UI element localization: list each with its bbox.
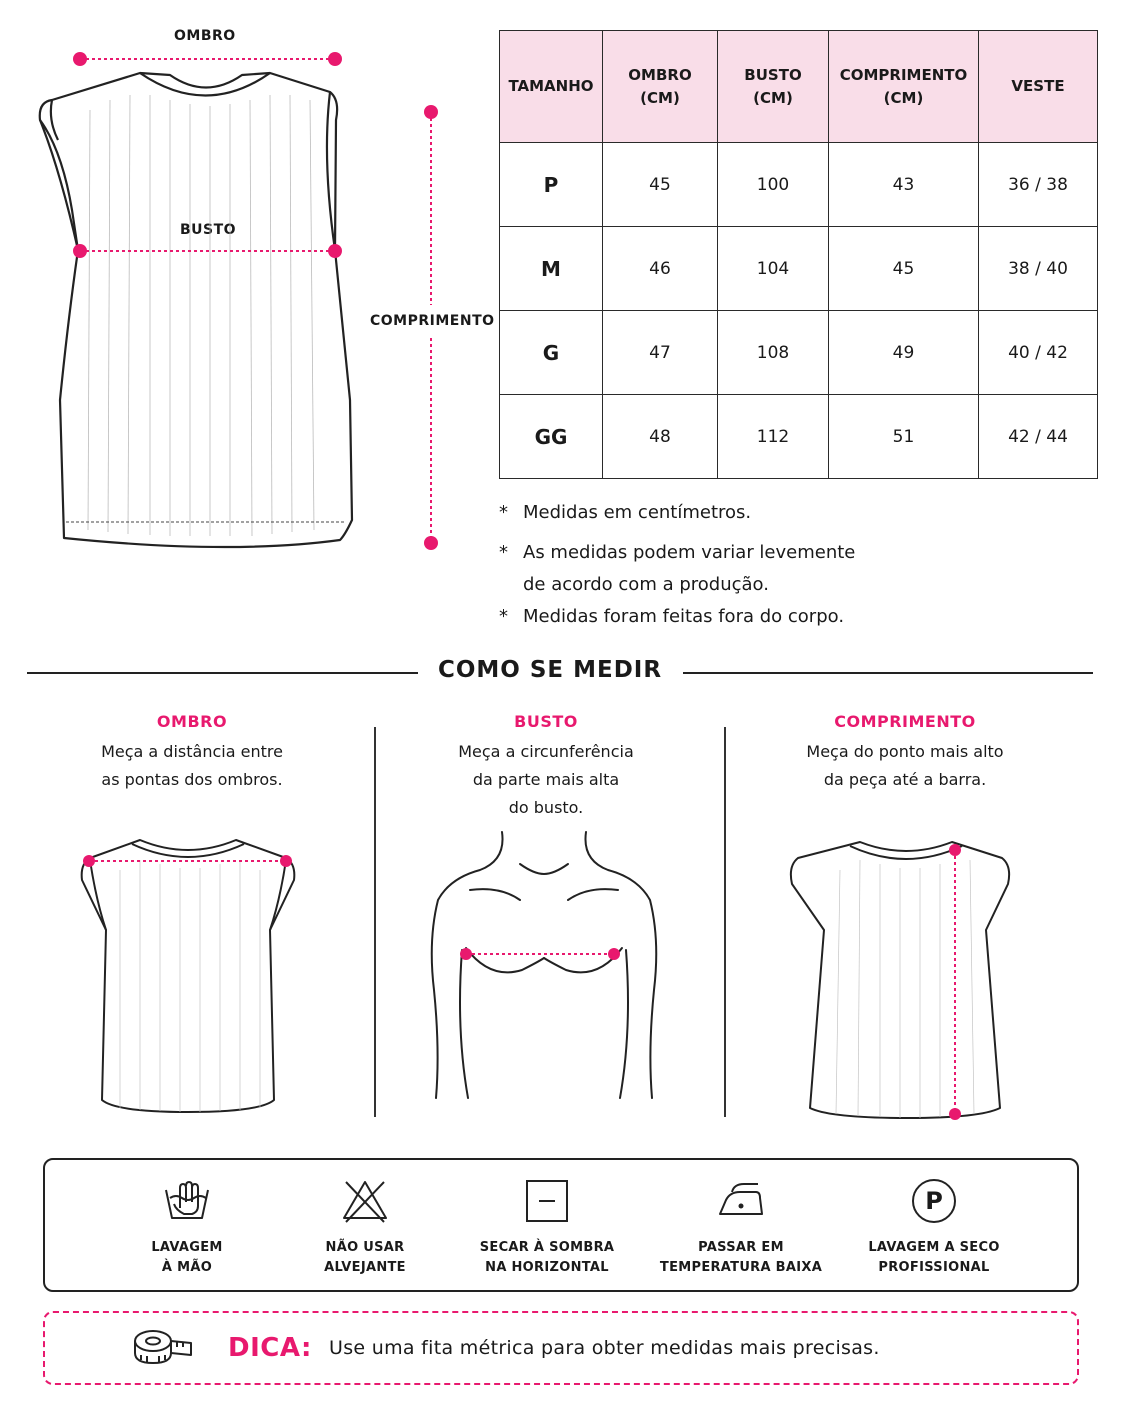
note-bullet: * bbox=[499, 502, 508, 523]
header-ombro: OMBRO (CM) bbox=[603, 31, 718, 143]
tshirt-outline bbox=[40, 73, 352, 547]
ombro-cell: 45 bbox=[603, 143, 718, 227]
veste-cell: 42 / 44 bbox=[979, 395, 1098, 479]
busto-start-dot bbox=[73, 244, 87, 258]
section-divider-right bbox=[683, 672, 1093, 674]
busto-cell: 112 bbox=[718, 395, 829, 479]
ombro-cell: 46 bbox=[603, 227, 718, 311]
header-comprimento: COMPRIMENTO (CM) bbox=[829, 31, 979, 143]
care-item-professional-dry-clean: P LAVAGEM A SECO PROFISSIONAL bbox=[834, 1160, 1034, 1290]
tshirt-rib-texture bbox=[88, 95, 314, 536]
size-cell: M bbox=[500, 227, 603, 311]
comprimento-cell: 45 bbox=[829, 227, 979, 311]
note-bullet: * bbox=[499, 606, 508, 627]
column-title-ombro: OMBRO bbox=[156, 712, 228, 731]
tip-box bbox=[43, 1311, 1079, 1385]
table-row bbox=[500, 227, 1098, 311]
section-title: COMO SE MEDIR bbox=[437, 657, 663, 683]
iron-low-icon bbox=[716, 1176, 766, 1226]
dry-clean-letter: P bbox=[925, 1187, 943, 1215]
size-table bbox=[499, 30, 1098, 479]
comprimento-cell: 43 bbox=[829, 143, 979, 227]
busto-end-dot bbox=[328, 244, 342, 258]
size-cell: P bbox=[500, 143, 603, 227]
care-item-no-bleach: NÃO USAR ALVEJANTE bbox=[265, 1160, 465, 1290]
note-bullet: * bbox=[499, 542, 508, 563]
note-item: * As medidas podem variar levemente de acordo com a produção. bbox=[499, 537, 899, 601]
ombro-label: OMBRO bbox=[174, 28, 236, 44]
comprimento-cell: 49 bbox=[829, 311, 979, 395]
table-row bbox=[500, 311, 1098, 395]
ombro-cell: 48 bbox=[603, 395, 718, 479]
tip-text: Use uma fita métrica para obter medidas mais precisas. bbox=[329, 1337, 880, 1359]
veste-cell: 40 / 42 bbox=[979, 311, 1098, 395]
ombro-start-dot bbox=[73, 52, 87, 66]
care-item-dry-flat-shade: SECAR À SOMBRA NA HORIZONTAL bbox=[447, 1160, 647, 1290]
header-busto: BUSTO (CM) bbox=[718, 31, 829, 143]
column-separator bbox=[724, 727, 726, 1117]
ombro-cell: 47 bbox=[603, 311, 718, 395]
ombro-illustration bbox=[60, 830, 320, 1120]
busto-illustration bbox=[410, 830, 680, 1105]
tshirt-measure-diagram bbox=[0, 0, 490, 570]
ombro-end-dot bbox=[328, 52, 342, 66]
note-item: * Medidas em centímetros. bbox=[499, 497, 899, 529]
busto-cell: 108 bbox=[718, 311, 829, 395]
column-desc-comprimento: Meça do ponto mais alto da peça até a barra. bbox=[806, 742, 1004, 789]
care-item-hand-wash: LAVAGEM À MÃO bbox=[87, 1160, 287, 1290]
size-cell: G bbox=[500, 311, 603, 395]
no-bleach-icon bbox=[340, 1176, 390, 1226]
comprimento-end-dot bbox=[424, 536, 438, 550]
comprimento-illustration bbox=[780, 830, 1040, 1120]
section-divider-left bbox=[27, 672, 418, 674]
column-title-busto: BUSTO bbox=[514, 712, 578, 731]
column-desc-ombro: Meça a distância entre as pontas dos ombros. bbox=[101, 742, 283, 789]
comprimento-start-dot bbox=[424, 105, 438, 119]
veste-cell: 38 / 40 bbox=[979, 227, 1098, 311]
column-title-comprimento: COMPRIMENTO bbox=[834, 712, 976, 731]
measurement-notes bbox=[499, 497, 899, 633]
comprimento-label: COMPRIMENTO bbox=[370, 313, 495, 329]
measuring-tape-icon bbox=[131, 1325, 195, 1371]
care-instructions bbox=[43, 1158, 1079, 1292]
busto-cell: 100 bbox=[718, 143, 829, 227]
busto-label: BUSTO bbox=[180, 222, 237, 238]
comprimento-cell: 51 bbox=[829, 395, 979, 479]
veste-cell: 36 / 38 bbox=[979, 143, 1098, 227]
table-row bbox=[500, 143, 1098, 227]
hand-wash-icon bbox=[162, 1176, 212, 1226]
care-item-iron-low: PASSAR EM TEMPERATURA BAIXA bbox=[641, 1160, 841, 1290]
table-row bbox=[500, 395, 1098, 479]
header-veste: VESTE bbox=[979, 31, 1098, 143]
note-item: * Medidas foram feitas fora do corpo. bbox=[499, 601, 899, 633]
header-tamanho: TAMANHO bbox=[500, 31, 603, 143]
size-table-header-row bbox=[500, 31, 1098, 143]
column-desc-busto: Meça a circunferência da parte mais alta do busto. bbox=[458, 742, 634, 817]
dry-flat-shade-icon bbox=[522, 1176, 572, 1226]
size-cell: GG bbox=[500, 395, 603, 479]
column-separator bbox=[374, 727, 376, 1117]
tip-label: DICA: bbox=[228, 1333, 312, 1363]
busto-cell: 104 bbox=[718, 227, 829, 311]
